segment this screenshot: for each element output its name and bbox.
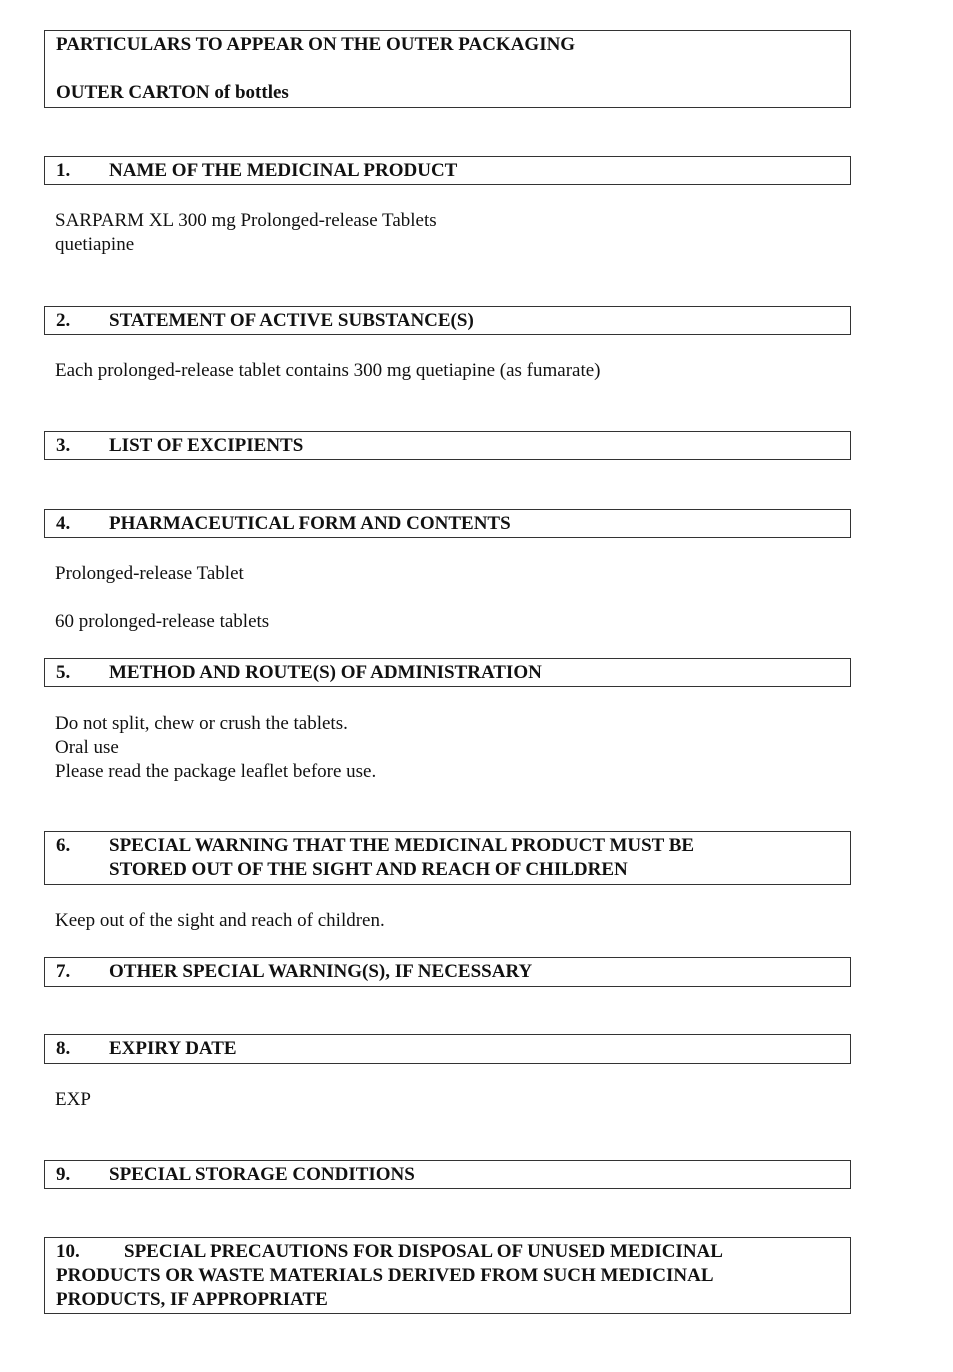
section-title: METHOD AND ROUTE(S) OF ADMINISTRATION [109, 662, 542, 683]
section-title-continued: PRODUCTS, IF APPROPRIATE [56, 1289, 328, 1310]
section-title: LIST OF EXCIPIENTS [109, 435, 304, 456]
section-3-header [44, 431, 851, 460]
section-4-header [44, 509, 851, 538]
administration-line: Please read the package leaflet before use. [55, 761, 377, 782]
section-title-continued: STORED OUT OF THE SIGHT AND REACH OF CHILDREN [109, 859, 628, 880]
expiry-label: EXP [55, 1089, 91, 1110]
section-number: 2. [56, 310, 71, 331]
section-number: 1. [56, 160, 71, 181]
section-number: 10. [56, 1241, 80, 1262]
section-10-header [44, 1237, 851, 1314]
packaging-subtitle: OUTER CARTON of bottles [56, 82, 289, 103]
section-title: SPECIAL STORAGE CONDITIONS [109, 1164, 415, 1185]
section-number: 9. [56, 1164, 71, 1185]
section-9-header [44, 1160, 851, 1189]
section-title: EXPIRY DATE [109, 1038, 237, 1059]
section-1-header [44, 156, 851, 185]
pharmaceutical-form: Prolonged-release Tablet [55, 563, 244, 584]
administration-line: Oral use [55, 737, 119, 758]
section-number: 5. [56, 662, 71, 683]
section-title: NAME OF THE MEDICINAL PRODUCT [109, 160, 458, 181]
packaging-title: PARTICULARS TO APPEAR ON THE OUTER PACKAGING [56, 34, 576, 55]
section-6-header [44, 831, 851, 885]
pack-contents: 60 prolonged-release tablets [55, 611, 270, 632]
section-number: 4. [56, 513, 71, 534]
section-title: PHARMACEUTICAL FORM AND CONTENTS [109, 513, 511, 534]
children-warning: Keep out of the sight and reach of children. [55, 910, 385, 931]
product-name: SARPARM XL 300 mg Prolonged-release Tablets [55, 210, 437, 231]
section-5-header [44, 658, 851, 687]
section-number: 6. [56, 835, 71, 856]
section-number: 3. [56, 435, 71, 456]
administration-line: Do not split, chew or crush the tablets. [55, 713, 348, 734]
section-title: SPECIAL WARNING THAT THE MEDICINAL PRODUCT MUST BE [109, 835, 695, 856]
section-title: STATEMENT OF ACTIVE SUBSTANCE(S) [109, 310, 474, 331]
section-2-header [44, 306, 851, 335]
active-substance-name: quetiapine [55, 234, 135, 255]
packaging-header [44, 30, 851, 108]
section-7-header [44, 957, 851, 987]
section-8-header [44, 1034, 851, 1064]
active-substance-statement: Each prolonged-release tablet contains 300 mg quetiapine (as fumarate) [55, 360, 601, 381]
section-number: 8. [56, 1038, 71, 1059]
section-title: OTHER SPECIAL WARNING(S), IF NECESSARY [109, 961, 533, 982]
section-title-continued: PRODUCTS OR WASTE MATERIALS DERIVED FROM SUCH MEDICINAL [56, 1265, 714, 1286]
section-number: 7. [56, 961, 71, 982]
section-title: SPECIAL PRECAUTIONS FOR DISPOSAL OF UNUSED MEDICINAL [124, 1241, 723, 1262]
